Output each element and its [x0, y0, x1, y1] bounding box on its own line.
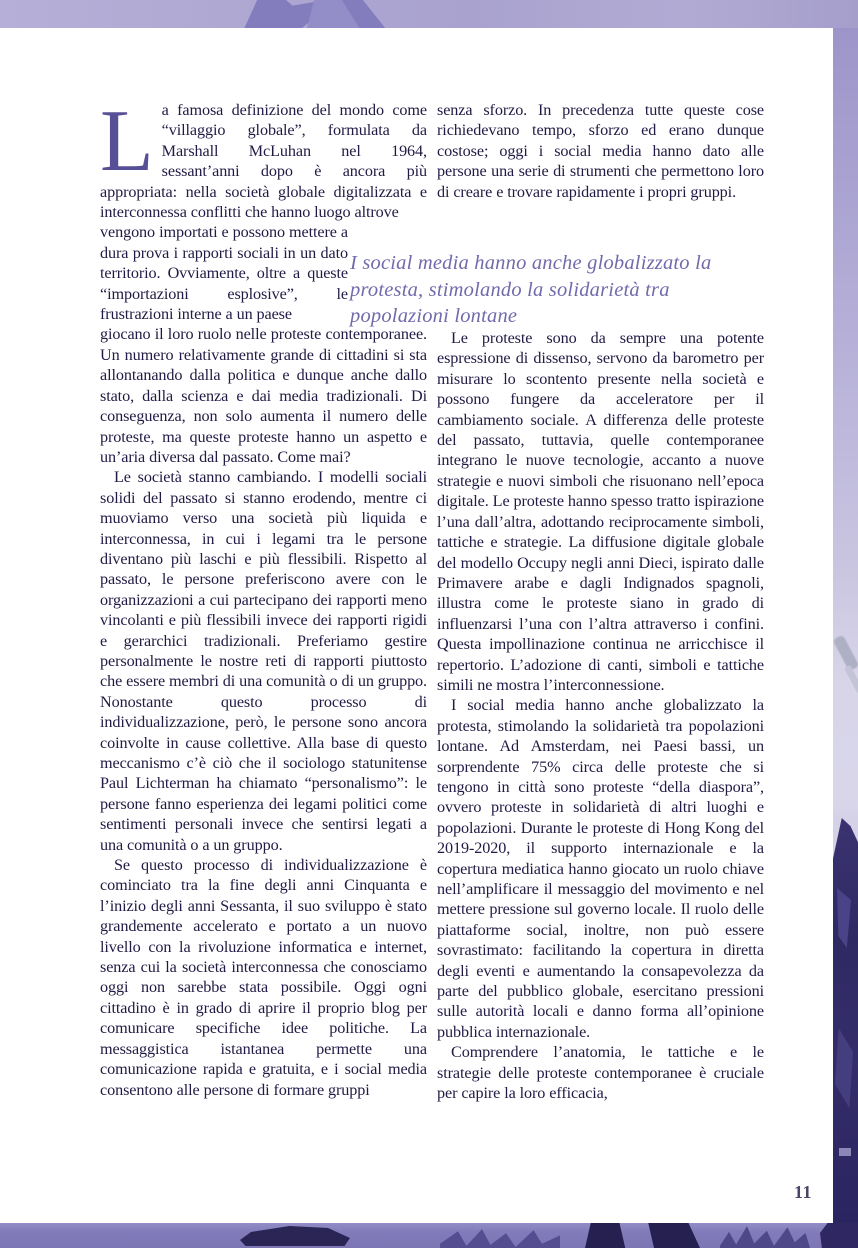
paragraph: Le società stanno cambiando. I modelli sociali solidi del passato si stanno erodendo, mentre ci muoviamo verso una società più liquida e interconnessa, in cui i legami tra le persone diventano più laschi e più flessibili. Rispetto al passato, le persone preferiscono avere con le organizzazioni a cui partecipano dei rapporti meno vincolanti e più flessibili invece dei rapporti rigidi e gerarchici tradizionali. Preferiamo gestire personalmente le nostre reti di rapporti piuttosto che essere membri di una comunità o di un gruppo. Nonostante questo processo di individualizzazione, però, le persone sono ancora coinvolte in cause collettive. Alla base di questo meccanismo c’è ciò che il sociologo statunitense Paul Lichterman ha chiamato “personalismo”: le persone fanno esperienza dei legami politici come sentimenti personali invece che sentirsi legati a una comunità o a un gruppo.: [100, 468, 427, 854]
pole-shape-highlight: [844, 665, 858, 695]
paragraph-wrap-segment: vengono importati e possono mettere a dura prova i rapporti sociali in un dato territorio. Ovviamente, oltre a queste “importazioni esplosive”, le frustrazioni interne a un paese: [100, 223, 348, 324]
paragraph: senza sforzo. In precedenza tutte queste cose richiedevano tempo, sforzo ed erano dunque costose; oggi i social media hanno dato alle persone una serie di strumenti che permettono loro di creare e trovare rapidamente i propri gruppi.: [437, 101, 764, 201]
pull-quote: I social media hanno anche globalizzato la protesta, stimolando la solidarietà tra popolazioni lontane: [350, 252, 712, 327]
pole-shape: [834, 636, 858, 671]
paragraph-rest: giocano il loro ruolo nelle proteste contemporanee. Un numero relativamente grande di cittadini si sta allontanando dalla politica e dunque anche dallo stato, dalla scienza e dai media tradizionali. Di conseguenza, non solo aumenta il numero delle proteste, ma queste proteste hanno un aspetto e un’aria diversa dal passato. Come mai?: [100, 325, 427, 466]
grass-silhouette: [720, 1225, 810, 1248]
drop-cap: L: [100, 93, 154, 190]
paragraph: Comprendere l’anatomia, le tattiche e le strategie delle proteste contemporanee è cruciale per capire la loro efficacia,: [437, 1043, 764, 1103]
paragraph-lead: [100, 93, 427, 222]
paragraph: Se questo processo di individualizzazione è cominciato tra la fine degli anni Cinquanta e l’inizio degli anni Sessanta, il suo sviluppo è stato grandemente accelerato e portato a un nuovo livello con la rivoluzione informatica e internet, senza cui la società interconnessa che conosciamo oggi non sarebbe stata possibile. Oggi ogni cittadino è in grado di aprire il proprio blog per comunicare specifiche idee politiche. La messaggistica istantanea permette una comunicazione rapida e gratuita, e i social media consentono alle persone di formare gruppi: [100, 856, 427, 1099]
rock-texture: [833, 818, 858, 1223]
bottom-photo-strip: [0, 1223, 858, 1248]
plants-silhouette: [440, 1227, 560, 1248]
page-number: 11: [793, 1182, 812, 1202]
legs-silhouette: [585, 1223, 700, 1248]
paragraph: I social media hanno anche globalizzato la protesta, stimolando la solidarietà tra popolazioni lontane. Ad Amsterdam, nei Paesi bassi, un sorprendente 75% circa delle proteste che si tengono in città sono proteste “della diaspora”, ovvero proteste in solidarietà di altri luoghi e popolazioni. Durante le proteste di Hong Kong del 2019-2020, il supporto internazionale e la copertura mediatica hanno giocato un ruolo chiave nell’amplificare il messaggio del movimento e nel mettere pressione sul governo locale. Il ruolo delle piattaforme social, inoltre, non può essere sovrastimato: facilitando la copertura in diretta degli eventi e aumentando la consapevolezza da parte del pubblico globale, esercitano pressioni sulle autorità locali e danno forma all’opinione pubblica internazionale.: [437, 696, 764, 1041]
paragraph: Le proteste sono da sempre una potente espressione di dissenso, servono da barometro per misurare lo scontento presente nella società e possono fungere da acceleratore per il cambiamento sociale. A differenza delle proteste del passato, tuttavia, quelle contemporanee integrano le nuove tecnologie, accanto a nuove strategie e nuovi simboli che risuonano nell’epoca digitale. Le proteste hanno spesso tratto ispirazione l’una dall’altra, adottando reciprocamente simboli, tattiche e strategie. La diffusione digitale globale del modello Occupy negli anni Dieci, ispirato dalle Primavere arabe e dagli Indignados spagnoli, illustra come le proteste siano in grado di influenzarsi l’una con l’altra attraverso i confini. Questa impollinazione continua ne arricchisce il repertorio. L’adozione di canti, simboli e tattiche simili ne mostra l’interconnessione.: [437, 329, 764, 694]
top-photo-strip: [0, 0, 858, 28]
boot-silhouette: [240, 1226, 350, 1246]
right-photo-strip: [833, 28, 858, 1223]
paragraph-lead-text: a famosa definizione del mondo come “villaggio globale”, formulata da Marshall McLuhan nel 1964, sessant’anni dopo è ancora più appropriata: nella società globale digitalizzata e interconnessa conflitti che hanno luogo altrove: [100, 101, 427, 222]
magazine-page: [0, 28, 833, 1223]
rock-highlight: [839, 1148, 851, 1156]
corner-rock-shape: [820, 1223, 858, 1248]
